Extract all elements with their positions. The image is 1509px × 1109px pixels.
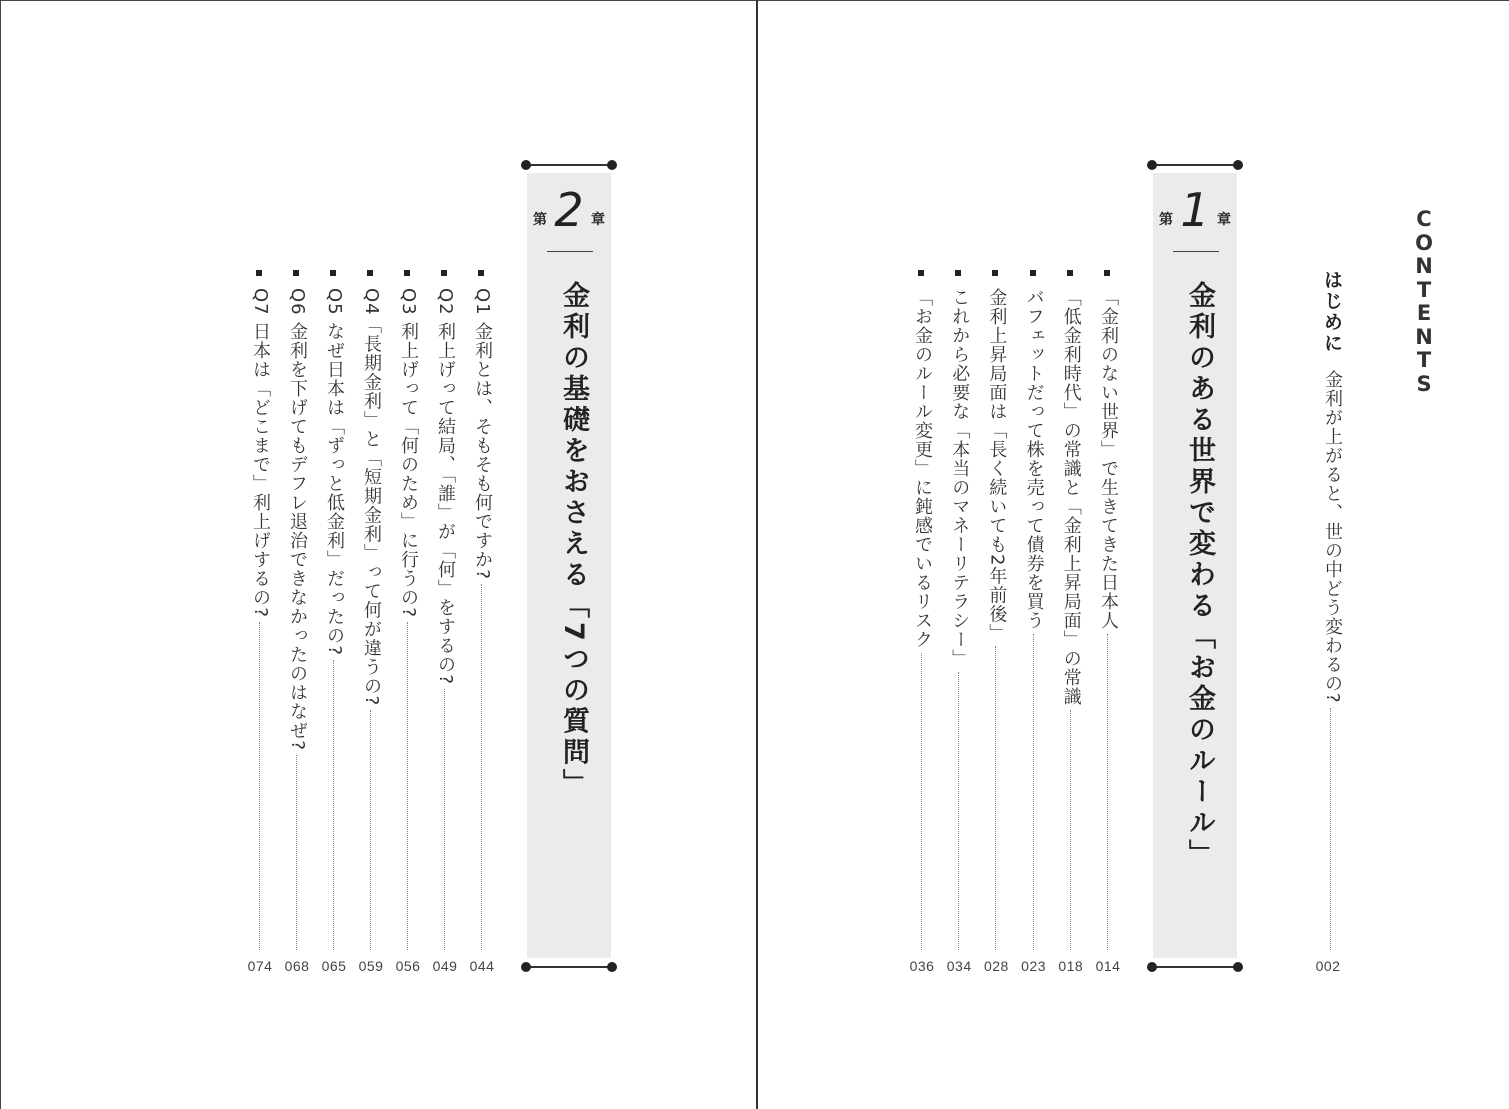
chapter-1-bottom-rule	[1152, 966, 1238, 968]
contents-heading	[1409, 208, 1439, 396]
contents-letter: E	[1416, 301, 1432, 325]
chapter-1-header	[1153, 173, 1237, 958]
entry-title: 「低金利時代」の常識と「金利上昇局面」の常識	[1060, 288, 1082, 706]
chapter-2-bottom-rule	[526, 966, 612, 968]
dot-leader	[296, 755, 297, 950]
contents-letter: N	[1415, 254, 1433, 278]
intro-text: 金利が上がると、世の中どう変わるの?	[1322, 370, 1343, 704]
entry-page-number: 074	[247, 958, 273, 974]
bullet-icon	[955, 270, 961, 276]
bullet-icon	[478, 270, 484, 276]
chapter-1-top-right-dot	[1233, 160, 1243, 170]
chapter-1-entry[interactable]	[1095, 270, 1121, 950]
bullet-icon	[1104, 270, 1110, 276]
chapter-1-entry[interactable]	[946, 270, 972, 950]
chapter-2-top-right-dot	[607, 160, 617, 170]
chapter-2-number: 2	[554, 183, 584, 237]
dot-leader	[370, 710, 371, 950]
entry-page-number: 049	[432, 958, 458, 974]
chapter-2-entry[interactable]	[469, 270, 495, 950]
chapter-1-number: 1	[1180, 183, 1210, 237]
chapter-2-entry[interactable]	[395, 270, 421, 950]
intro-entry[interactable]	[1316, 270, 1346, 950]
dot-leader	[1107, 634, 1108, 950]
entry-page-number: 034	[946, 958, 972, 974]
entry-title: Q5 なぜ日本は「ずっと低金利」だったの?	[324, 288, 345, 656]
chapter-1-entry[interactable]	[1021, 270, 1047, 950]
contents-letter: N	[1415, 324, 1433, 349]
entry-title: Q3 利上げって「何のため」に行うの?	[398, 288, 419, 618]
dot-leader	[407, 622, 408, 950]
chapter-1-top-rule	[1152, 164, 1238, 166]
chapter-1-bottom-right-dot	[1233, 962, 1243, 972]
chapter-1-number-row	[1153, 183, 1237, 241]
bullet-icon	[992, 270, 998, 276]
chapter-1-title: 金利のある世界で変わる「お金のルール」	[1184, 281, 1215, 870]
entry-title: 金利上昇局面は「長く続いても2年前後」	[986, 288, 1008, 643]
dot-leader	[958, 672, 959, 950]
entry-page-number: 028	[983, 958, 1009, 974]
entry-page-number: 018	[1058, 958, 1084, 974]
chapter-2-entry[interactable]	[358, 270, 384, 950]
chapter-1-sho: 章	[1217, 212, 1231, 228]
dot-leader	[444, 689, 445, 950]
dot-leader	[481, 584, 482, 950]
chapter-2-bottom-right-dot	[607, 962, 617, 972]
chapter-1-entry[interactable]	[1058, 270, 1084, 950]
chapter-1-entry[interactable]	[983, 270, 1009, 950]
bullet-icon	[293, 270, 299, 276]
chapter-1-top-left-dot	[1147, 160, 1157, 170]
chapter-1-separator	[1173, 251, 1219, 252]
contents-letter: T	[1416, 348, 1432, 372]
entry-page-number: 014	[1095, 958, 1121, 974]
chapter-2-entry[interactable]	[247, 270, 273, 950]
chapter-2-bottom-left-dot	[521, 962, 531, 972]
contents-letter: C	[1416, 207, 1432, 231]
entry-title: Q7 日本は「どこまで」利上げするの?	[250, 288, 271, 618]
dot-leader	[921, 653, 922, 950]
bullet-icon	[441, 270, 447, 276]
bullet-icon	[367, 270, 373, 276]
entry-page-number: 065	[321, 958, 347, 974]
chapter-1-dai: 第	[1159, 212, 1173, 228]
chapter-2-entry[interactable]	[432, 270, 458, 950]
bullet-icon	[330, 270, 336, 276]
entry-title: 「お金のルール変更」に鈍感でいるリスク	[912, 288, 933, 649]
entry-title: Q4「長期金利」と「短期金利」って何が違うの?	[361, 288, 382, 707]
entry-page-number: 068	[284, 958, 310, 974]
dot-leader	[1033, 634, 1034, 950]
entry-page-number: 023	[1021, 958, 1047, 974]
chapter-2-separator	[547, 251, 593, 252]
chapter-2-entry[interactable]	[284, 270, 310, 950]
chapter-2-sho: 章	[591, 212, 605, 228]
bullet-icon	[404, 270, 410, 276]
chapter-2-top-rule	[526, 164, 612, 166]
entry-page-number: 036	[909, 958, 935, 974]
entry-page-number: 044	[469, 958, 495, 974]
bullet-icon	[1067, 270, 1073, 276]
entry-title: Q2 利上げって結局、「誰」が「何」をするの?	[435, 288, 456, 685]
dot-leader	[333, 660, 334, 950]
contents-letter: S	[1416, 371, 1432, 396]
chapter-2-number-row	[527, 183, 611, 241]
bullet-icon	[1030, 270, 1036, 276]
entry-title: 「金利のない世界」で生きてきた日本人	[1098, 288, 1119, 630]
entry-page-number: 059	[358, 958, 384, 974]
entry-page-number: 056	[395, 958, 421, 974]
dot-leader	[259, 622, 260, 950]
bullet-icon	[256, 270, 262, 276]
entry-title: Q6 金利を下げてもデフレ退治できなかったのはなぜ?	[287, 288, 308, 751]
chapter-1-entry[interactable]	[909, 270, 935, 950]
chapter-2-title: 金利の基礎をおさえる「7つの質問」	[558, 281, 589, 800]
dot-leader	[1330, 708, 1331, 950]
entry-title: これから必要な「本当のマネーリテラシー」	[949, 288, 971, 668]
intro-label: はじめに	[1321, 270, 1343, 354]
book-spine	[756, 0, 758, 1109]
contents-letter: O	[1415, 230, 1433, 255]
chapter-2-entry[interactable]	[321, 270, 347, 950]
intro-page-number: 002	[1315, 958, 1341, 974]
bullet-icon	[918, 270, 924, 276]
entry-title: バフェットだって株を売って債券を買う	[1023, 288, 1045, 630]
chapter-2-top-left-dot	[521, 160, 531, 170]
chapter-2-dai: 第	[533, 212, 547, 228]
contents-letter: T	[1416, 277, 1432, 302]
dot-leader	[995, 646, 996, 950]
dot-leader	[1070, 710, 1071, 950]
entry-title: Q1 金利とは、そもそも何ですか?	[472, 288, 493, 580]
chapter-2-header	[527, 173, 611, 958]
chapter-1-bottom-left-dot	[1147, 962, 1157, 972]
